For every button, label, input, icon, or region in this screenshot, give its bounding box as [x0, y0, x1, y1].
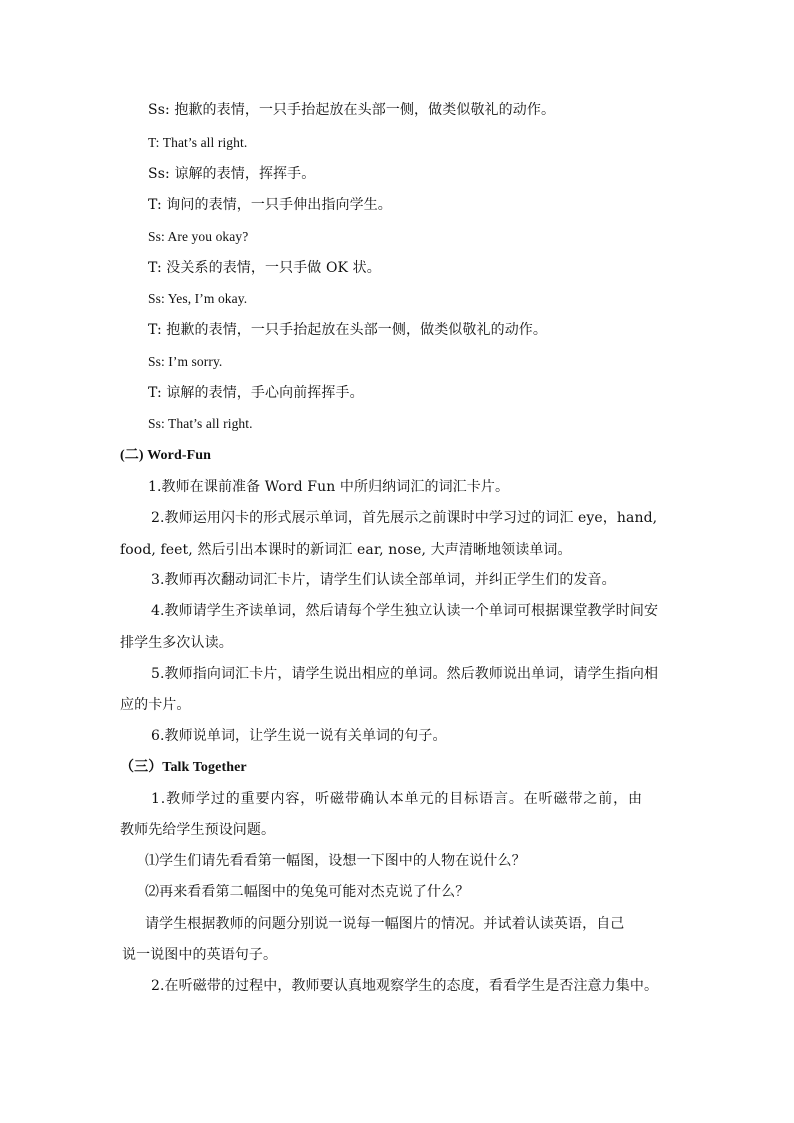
- paragraph: 2.教师运用闪卡的形式展示单词，首先展示之前课时中学习过的词汇 eye，hand,: [151, 510, 658, 526]
- paragraph: 4.教师请学生齐读单词，然后请每个学生独立认读一个单词可根据课堂教学时间安: [151, 603, 659, 619]
- question-item: ⑵再来看看第二幅图中的兔兔可能对杰克说了什么？: [145, 884, 470, 900]
- paragraph-continuation: food, feet, 然后引出本课时的新词汇 ear, nose, 大声清晰地领读单词。: [120, 542, 572, 558]
- paragraph: 2.在听磁带的过程中，教师要认真地观察学生的态度，看看学生是否注意力集中。: [151, 978, 659, 994]
- paragraph-continuation: 说一说图中的英语句子。: [122, 947, 278, 963]
- paragraph: 1.教师在课前准备 Word Fun 中所归纳词汇的词汇卡片。: [148, 479, 510, 495]
- dialogue-line: Ss: Yes, I’m okay.: [148, 291, 248, 306]
- section-heading-word-fun: (二) Word-Fun: [120, 448, 212, 463]
- dialogue-line: Ss: Are you okay?: [148, 229, 249, 244]
- paragraph: 请学生根据教师的问题分别说一说每一幅图片的情况。并试着认读英语，自己: [145, 916, 625, 932]
- dialogue-line: Ss: I’m sorry.: [148, 354, 223, 369]
- paragraph: 6.教师说单词，让学生说一说有关单词的句子。: [151, 728, 447, 744]
- dialogue-line: T: 谅解的表情，手心向前挥挥手。: [148, 385, 364, 401]
- dialogue-line: T: 没关系的表情，一只手做 OK 状。: [148, 260, 381, 276]
- paragraph-continuation: 排学生多次认读。: [120, 635, 233, 651]
- paragraph-continuation: 教师先给学生预设问题。: [120, 822, 276, 838]
- dialogue-line: T: 抱歉的表情，一只手抬起放在头部一侧，做类似敬礼的动作。: [148, 322, 548, 338]
- dialogue-line: T: That’s all right.: [148, 135, 248, 150]
- paragraph-continuation: 应的卡片。: [120, 697, 191, 713]
- question-item: ⑴学生们请先看看第一幅图，设想一下图中的人物在说什么？: [145, 853, 526, 869]
- dialogue-line: Ss: 谅解的表情，挥挥手。: [148, 166, 316, 182]
- dialogue-line: Ss: 抱歉的表情，一只手抬起放在头部一侧，做类似敬礼的动作。: [148, 102, 556, 118]
- paragraph: 3.教师再次翻动词汇卡片，请学生们认读全部单词，并纠正学生们的发音。: [151, 572, 616, 588]
- paragraph: 1.教师学过的重要内容，听磁带确认本单元的目标语言。在听磁带之前，由: [151, 791, 643, 807]
- dialogue-line: T: 询问的表情，一只手伸出指向学生。: [148, 197, 392, 213]
- paragraph: 5.教师指向词汇卡片，请学生说出相应的单词。然后教师说出单词，请学生指向相: [151, 666, 659, 682]
- dialogue-line: Ss: That’s all right.: [148, 416, 253, 431]
- section-heading-talk-together: （三）Talk Together: [120, 760, 247, 775]
